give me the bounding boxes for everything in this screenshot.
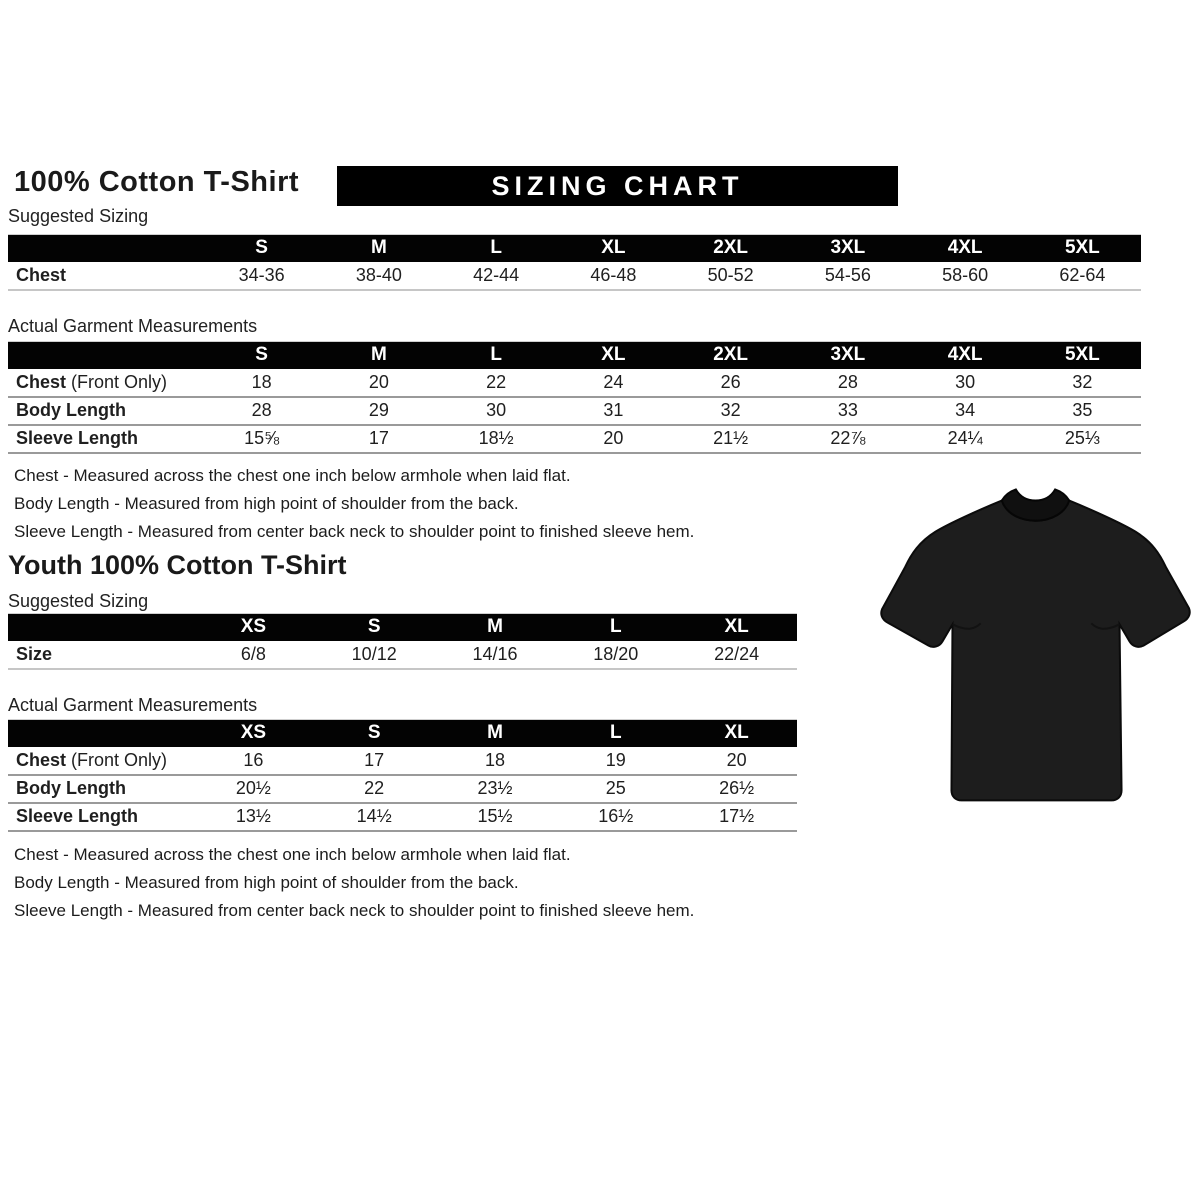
measurement-value: 32 (1024, 369, 1141, 397)
measurement-value: 22⅞ (789, 425, 906, 453)
table-header-row (8, 720, 797, 747)
measurement-value: 20 (676, 747, 797, 775)
measurement-value: 31 (555, 397, 672, 425)
note-sleeve-length: Sleeve Length - Measured from center back neck to shoulder point to finished sleeve hem. (14, 522, 695, 541)
measurement-value: 10/12 (314, 641, 435, 669)
measurement-value: 22/24 (676, 641, 797, 669)
size-column-header: XL (555, 235, 672, 262)
actual-measurements-label-youth: Actual Garment Measurements (8, 695, 258, 715)
size-column-header: L (438, 235, 555, 262)
note-chest: Chest - Measured across the chest one inch below armhole when laid flat. (14, 466, 571, 485)
page-title: 100% Cotton T-Shirt (14, 166, 300, 198)
table-row (8, 262, 1141, 290)
size-column-header: 3XL (789, 342, 906, 369)
row-label: Sleeve Length (8, 803, 193, 831)
size-column-header: 5XL (1024, 342, 1141, 369)
size-column-header: XL (555, 342, 672, 369)
note-chest: Chest - Measured across the chest one inch below armhole when laid flat. (14, 845, 571, 864)
measurement-notes-youth (14, 841, 694, 925)
row-label: Sleeve Length (8, 425, 203, 453)
measurement-value: 58-60 (907, 262, 1024, 290)
measurement-value: 28 (203, 397, 320, 425)
size-column-header: S (314, 720, 435, 747)
corner-cell (8, 720, 193, 747)
measurement-value: 15½ (435, 803, 556, 831)
measurement-value: 16½ (555, 803, 676, 831)
size-column-header: 4XL (907, 235, 1024, 262)
measurement-value: 21½ (672, 425, 789, 453)
actual-measurements-label-adult: Actual Garment Measurements (8, 316, 258, 336)
size-column-header: XS (193, 614, 314, 641)
size-column-header: XL (676, 720, 797, 747)
measurement-value: 19 (555, 747, 676, 775)
corner-cell (8, 614, 193, 641)
measurement-value: 18 (203, 369, 320, 397)
measurement-value: 30 (907, 369, 1024, 397)
table-row (8, 397, 1141, 425)
size-column-header: XL (676, 614, 797, 641)
measurement-value: 28 (789, 369, 906, 397)
measurement-value: 22 (438, 369, 555, 397)
size-column-header: L (555, 614, 676, 641)
size-column-header: XS (193, 720, 314, 747)
table-header-row (8, 342, 1141, 369)
note-body-length: Body Length - Measured from high point of shoulder from the back. (14, 494, 519, 513)
table-row (8, 775, 797, 803)
measurement-value: 38-40 (320, 262, 437, 290)
measurement-value: 30 (438, 397, 555, 425)
row-label: Size (8, 641, 193, 669)
suggested-sizing-label-adult: Suggested Sizing (8, 206, 149, 226)
size-column-header: L (555, 720, 676, 747)
measurement-value: 6/8 (193, 641, 314, 669)
measurement-value: 24¼ (907, 425, 1024, 453)
measurement-value: 34 (907, 397, 1024, 425)
size-column-header: 4XL (907, 342, 1024, 369)
measurement-value: 26 (672, 369, 789, 397)
measurement-value: 14/16 (435, 641, 556, 669)
size-column-header: M (435, 614, 556, 641)
youth-actual-measurements-table (8, 719, 797, 832)
row-label: Body Length (8, 775, 193, 803)
corner-cell (8, 342, 203, 369)
measurement-value: 15⅝ (203, 425, 320, 453)
measurement-value: 14½ (314, 803, 435, 831)
adult-suggested-sizing-table (8, 234, 1141, 291)
size-column-header: 5XL (1024, 235, 1141, 262)
measurement-value: 25⅓ (1024, 425, 1141, 453)
black-tshirt-image (874, 478, 1196, 826)
measurement-value: 42-44 (438, 262, 555, 290)
size-column-header: S (203, 342, 320, 369)
adult-actual-measurements-table (8, 341, 1141, 454)
table-row (8, 641, 797, 669)
measurement-value: 54-56 (789, 262, 906, 290)
measurement-value: 20 (320, 369, 437, 397)
measurement-value: 62-64 (1024, 262, 1141, 290)
measurement-value: 20½ (193, 775, 314, 803)
size-column-header: M (435, 720, 556, 747)
note-body-length: Body Length - Measured from high point of shoulder from the back. (14, 873, 519, 892)
size-column-header: 3XL (789, 235, 906, 262)
corner-cell (8, 235, 203, 262)
measurement-value: 18½ (438, 425, 555, 453)
measurement-value: 29 (320, 397, 437, 425)
measurement-value: 26½ (676, 775, 797, 803)
sizing-chart-banner: SIZING CHART (337, 166, 898, 206)
note-sleeve-length: Sleeve Length - Measured from center back neck to shoulder point to finished sleeve hem. (14, 901, 695, 920)
measurement-value: 24 (555, 369, 672, 397)
measurement-value: 16 (193, 747, 314, 775)
table-row (8, 803, 797, 831)
table-header-row (8, 235, 1141, 262)
measurement-notes-adult (14, 462, 694, 546)
measurement-value: 23½ (435, 775, 556, 803)
size-column-header: S (203, 235, 320, 262)
row-label: Body Length (8, 397, 203, 425)
measurement-value: 33 (789, 397, 906, 425)
youth-suggested-sizing-table (8, 613, 797, 670)
measurement-value: 25 (555, 775, 676, 803)
measurement-value: 17 (320, 425, 437, 453)
size-column-header: 2XL (672, 342, 789, 369)
measurement-value: 50-52 (672, 262, 789, 290)
youth-section-title: Youth 100% Cotton T-Shirt (8, 550, 347, 580)
table-row (8, 747, 797, 775)
measurement-value: 17 (314, 747, 435, 775)
size-column-header: S (314, 614, 435, 641)
row-label: Chest (Front Only) (8, 747, 193, 775)
measurement-value: 17½ (676, 803, 797, 831)
measurement-value: 22 (314, 775, 435, 803)
suggested-sizing-label-youth: Suggested Sizing (8, 591, 149, 611)
size-column-header: M (320, 342, 437, 369)
measurement-value: 18 (435, 747, 556, 775)
measurement-value: 46-48 (555, 262, 672, 290)
size-column-header: M (320, 235, 437, 262)
table-row (8, 369, 1141, 397)
measurement-value: 13½ (193, 803, 314, 831)
measurement-value: 35 (1024, 397, 1141, 425)
table-header-row (8, 614, 797, 641)
tshirt-icon (874, 478, 1196, 826)
table-row (8, 425, 1141, 453)
measurement-value: 18/20 (555, 641, 676, 669)
row-label: Chest (8, 262, 203, 290)
measurement-value: 34-36 (203, 262, 320, 290)
measurement-value: 32 (672, 397, 789, 425)
row-label: Chest (Front Only) (8, 369, 203, 397)
measurement-value: 20 (555, 425, 672, 453)
size-column-header: L (438, 342, 555, 369)
size-column-header: 2XL (672, 235, 789, 262)
